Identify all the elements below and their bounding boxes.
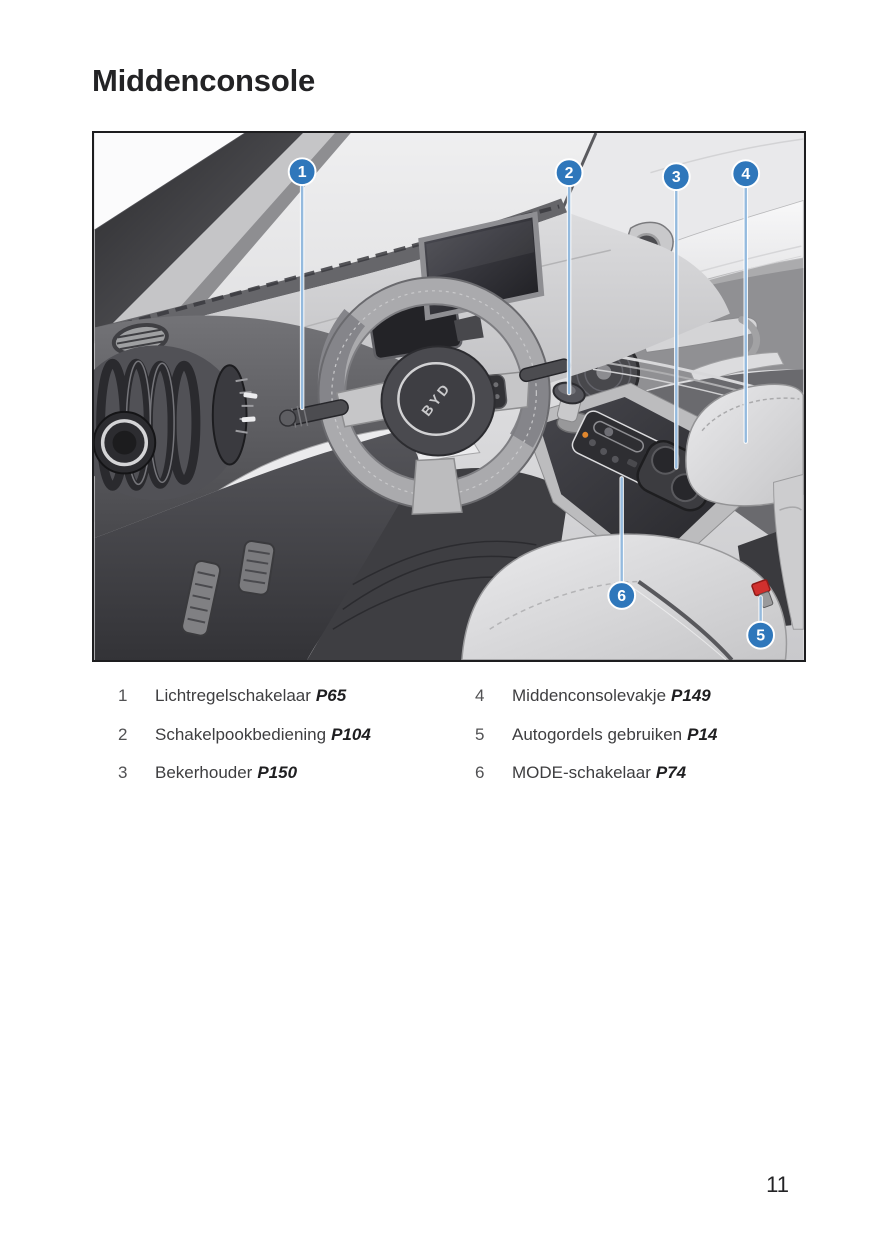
legend-item-label: Lichtregelschakelaar [155, 686, 311, 705]
legend-item-number: 6 [475, 763, 485, 782]
legend-item-3 [118, 763, 449, 788]
legend-item-4 [475, 686, 806, 711]
legend-item-pageref: P104 [331, 724, 371, 744]
brand-logo: BYD [417, 378, 455, 419]
legend-item-2 [118, 725, 449, 750]
legend-item-label: Middenconsolevakje [512, 686, 667, 705]
svg-text:2: 2 [564, 165, 574, 183]
callout-5 [747, 622, 774, 649]
legend-item-pageref: P14 [687, 724, 718, 744]
callout-2 [556, 159, 583, 186]
legend-item-number: 2 [118, 724, 128, 744]
legend-item-pageref: P149 [671, 686, 711, 705]
page-title: Middenconsole [92, 63, 316, 98]
figure-legend [92, 686, 806, 802]
page-number: 11 [766, 1172, 789, 1197]
legend-item-5 [475, 725, 806, 750]
legend-item-pageref: P150 [257, 763, 298, 782]
legend-item-pageref: P65 [315, 686, 347, 705]
legend-column-right [449, 686, 806, 802]
legend-item-6 [475, 763, 806, 788]
legend-column-left [92, 686, 449, 802]
legend-item-label: MODE-schakelaar [512, 763, 651, 782]
legend-item-label: Bekerhouder [155, 763, 253, 782]
svg-text:5: 5 [756, 627, 766, 645]
svg-text:1: 1 [297, 164, 307, 182]
legend-item-number: 1 [118, 686, 128, 705]
legend-item-pageref: P74 [655, 763, 687, 782]
legend-item-1 [118, 686, 449, 711]
figure-frame [92, 131, 806, 662]
legend-item-label: Schakelpookbediening [155, 724, 327, 744]
callout-3 [663, 163, 690, 190]
svg-text:4: 4 [741, 166, 751, 184]
car-interior-figure [94, 133, 804, 660]
headlight-knob [94, 412, 155, 474]
legend-item-number: 5 [475, 724, 485, 744]
legend-item-label: Autogordels gebruiken [512, 724, 683, 744]
legend-item-number: 3 [118, 763, 128, 782]
callout-4 [732, 160, 759, 187]
callout-1 [289, 158, 316, 185]
callout-6 [608, 582, 635, 609]
svg-text:3: 3 [671, 169, 681, 187]
svg-text:6: 6 [617, 587, 627, 605]
legend-item-number: 4 [475, 686, 485, 705]
